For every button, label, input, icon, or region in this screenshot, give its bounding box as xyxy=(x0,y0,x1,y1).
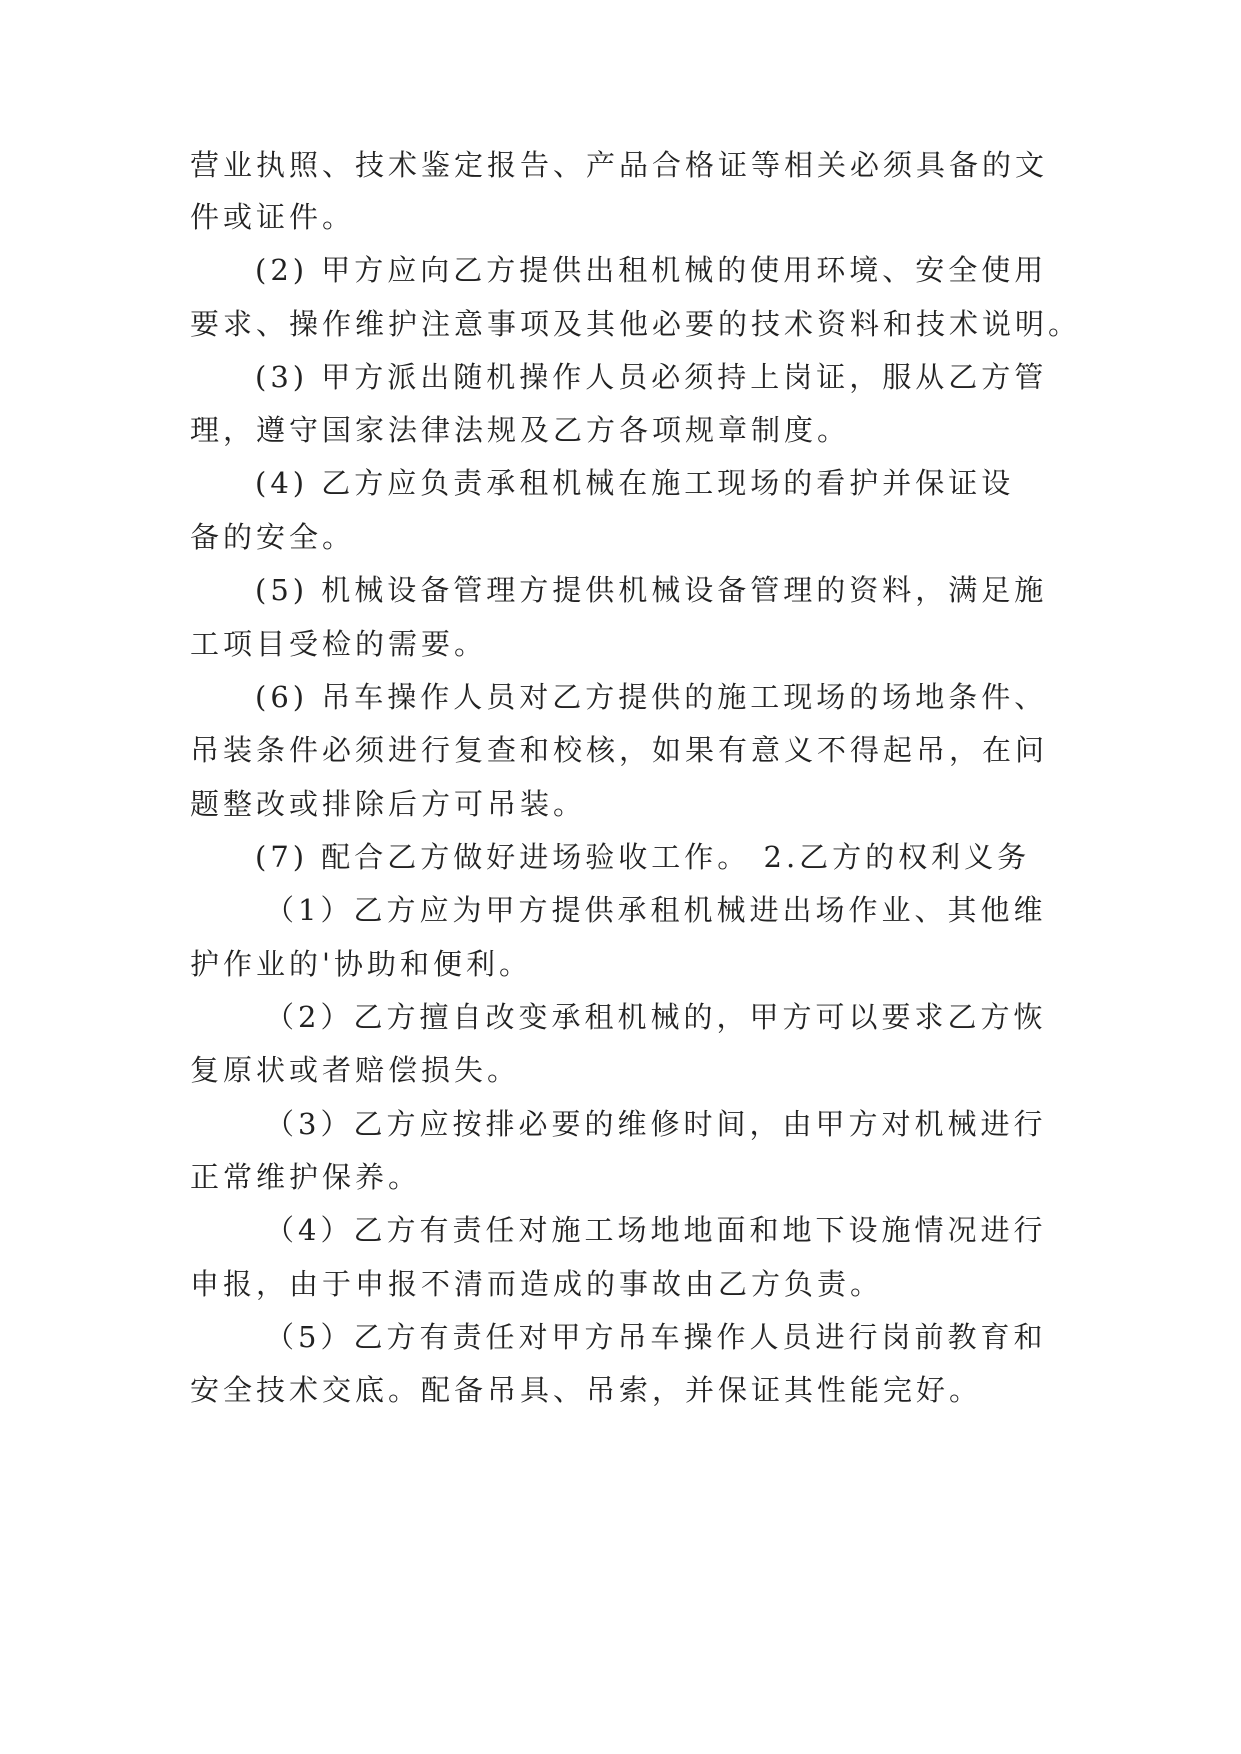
text-line: 理，遵守国家法律法规及乙方各项规章制度。 xyxy=(190,413,851,447)
text-line: (4) 乙方应负责承租机械在施工现场的看护并保证设 xyxy=(255,466,1015,500)
text-line: 营业执照、技术鉴定报告、产品合格证等相关必须具备的文 xyxy=(190,148,1049,182)
text-line: (7) 配合乙方做好进场验收工作。 2.乙方的权利义务 xyxy=(255,840,1031,874)
text-line: 题整改或排除后方可吊装。 xyxy=(190,787,587,821)
text-line: (5) 机械设备管理方提供机械设备管理的资料，满足施 xyxy=(255,573,1048,607)
text-line: （2）乙方擅自改变承租机械的，甲方可以要求乙方恢 xyxy=(265,1000,1047,1034)
text-line: 护作业的'协助和便利。 xyxy=(190,947,532,981)
text-line: 申报，由于申报不清而造成的事故由乙方负责。 xyxy=(190,1267,884,1301)
text-line: （3）乙方应按排必要的维修时间，由甲方对机械进行 xyxy=(265,1107,1047,1141)
text-line: 备的安全。 xyxy=(190,520,356,554)
text-line: 要求、操作维护注意事项及其他必要的技术资料和技术说明。 xyxy=(190,307,1082,341)
text-line: 工项目受检的需要。 xyxy=(190,627,488,661)
text-line: 件或证件。 xyxy=(190,200,356,234)
text-line: 复原状或者赔偿损失。 xyxy=(190,1053,521,1087)
text-line: 吊装条件必须进行复查和校核，如果有意义不得起吊，在问 xyxy=(190,733,1049,767)
text-line: （4）乙方有责任对施工场地地面和地下设施情况进行 xyxy=(265,1213,1047,1247)
text-line: (6) 吊车操作人员对乙方提供的施工现场的场地条件、 xyxy=(255,680,1048,714)
text-line: （1）乙方应为甲方提供承租机械进出场作业、其他维 xyxy=(265,893,1047,927)
text-line: (3) 甲方派出随机操作人员必须持上岗证，服从乙方管 xyxy=(255,360,1048,394)
text-line: 正常维护保养。 xyxy=(190,1160,422,1194)
text-line: 安全技术交底。配备吊具、吊索，并保证其性能完好。 xyxy=(190,1373,983,1407)
text-line: （5）乙方有责任对甲方吊车操作人员进行岗前教育和 xyxy=(265,1320,1047,1354)
text-line: (2) 甲方应向乙方提供出租机械的使用环境、安全使用 xyxy=(255,253,1048,287)
